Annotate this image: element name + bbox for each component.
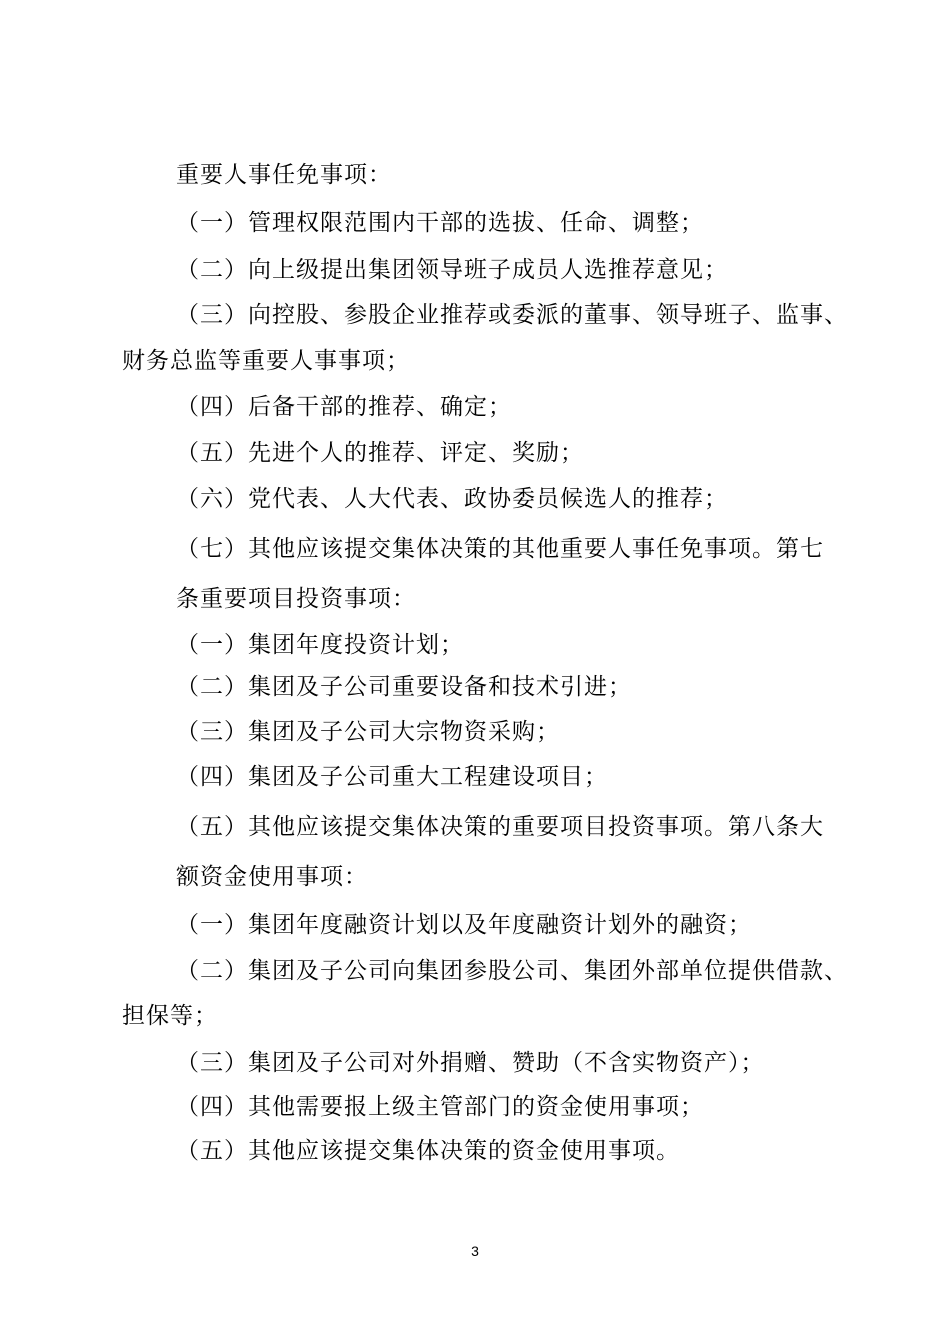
funds-item-2: （二）集团及子公司向集团参股公司、集团外部单位提供借款、 bbox=[176, 958, 848, 984]
funds-item-5: （五）其他应该提交集体决策的资金使用事项。 bbox=[176, 1138, 680, 1164]
investment-item-4: （四）集团及子公司重大工程建设项目； bbox=[176, 764, 608, 790]
funds-item-2-continued: 担保等； bbox=[122, 1003, 218, 1029]
investment-item-3: （三）集团及子公司大宗物资采购； bbox=[176, 719, 560, 745]
investment-item-2: （二）集团及子公司重要设备和技术引进； bbox=[176, 674, 632, 700]
investment-item-1: （一）集团年度投资计划； bbox=[176, 632, 464, 658]
funds-item-3: （三）集团及子公司对外捐赠、赞助（不含实物资产）； bbox=[176, 1050, 765, 1076]
personnel-item-4: （四）后备干部的推荐、确定； bbox=[176, 394, 512, 420]
personnel-item-5: （五）先进个人的推荐、评定、奖励； bbox=[176, 440, 584, 466]
page-number: 3 bbox=[471, 1243, 479, 1259]
personnel-item-6: （六）党代表、人大代表、政协委员候选人的推荐； bbox=[176, 486, 728, 512]
section-heading-investment: 条重要项目投资事项： bbox=[176, 586, 416, 612]
personnel-item-3-continued: 财务总监等重要人事事项； bbox=[122, 348, 410, 374]
funds-item-1: （一）集团年度融资计划以及年度融资计划外的融资； bbox=[176, 912, 752, 938]
personnel-item-3: （三）向控股、参股企业推荐或委派的董事、领导班子、监事、 bbox=[176, 302, 848, 328]
personnel-item-1: （一）管理权限范围内干部的选拔、任命、调整； bbox=[176, 210, 704, 236]
personnel-item-7: （七）其他应该提交集体决策的其他重要人事任免事项。第七 bbox=[176, 536, 824, 562]
investment-item-5: （五）其他应该提交集体决策的重要项目投资事项。第八条大 bbox=[176, 814, 824, 840]
section-heading-funds: 额资金使用事项： bbox=[176, 864, 368, 890]
personnel-item-2: （二）向上级提出集团领导班子成员人选推荐意见； bbox=[176, 257, 728, 283]
funds-item-4: （四）其他需要报上级主管部门的资金使用事项； bbox=[176, 1094, 704, 1120]
section-heading-personnel: 重要人事任免事项： bbox=[176, 162, 392, 188]
